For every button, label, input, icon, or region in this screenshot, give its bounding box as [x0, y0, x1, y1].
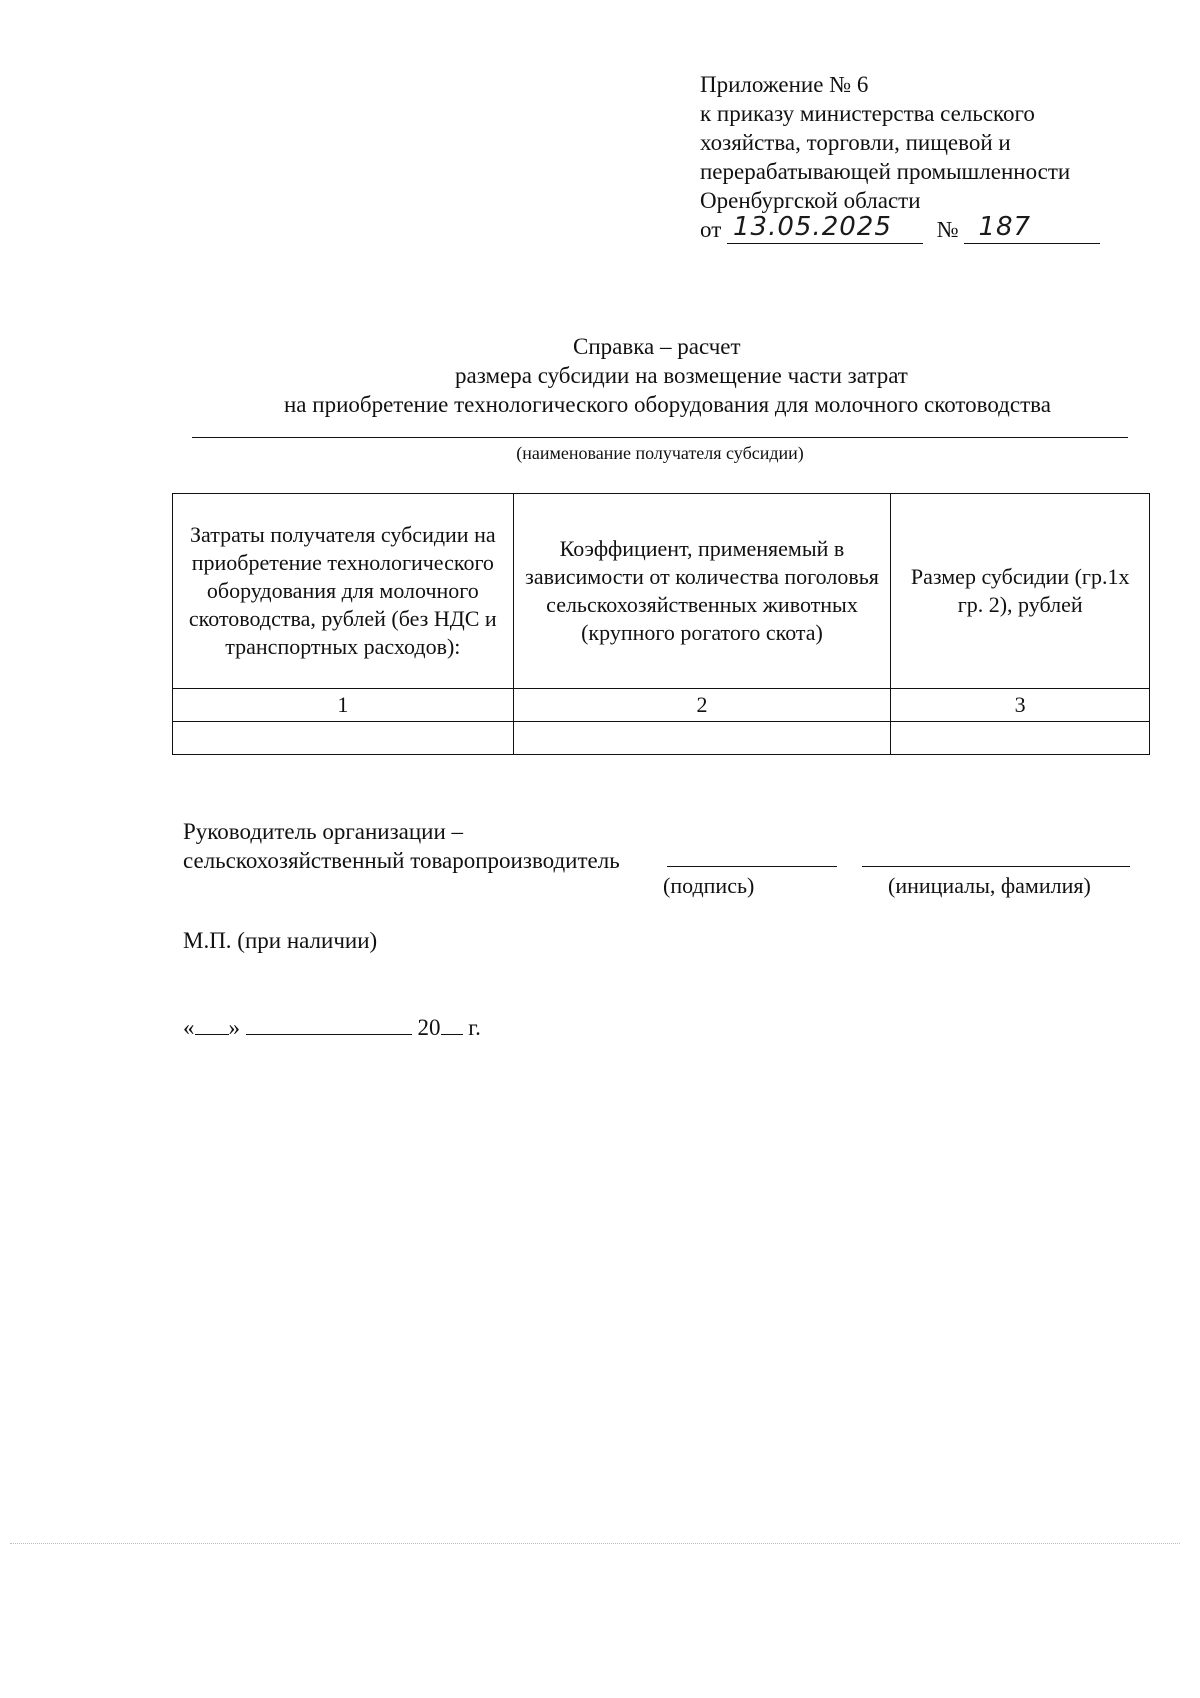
appendix-number: Приложение № 6: [700, 72, 869, 97]
title-line-1: Справка – расчет: [573, 334, 741, 359]
table-row: [173, 722, 1150, 755]
header-subsidy-amount: Размер субсидии (гр.1х гр. 2), рублей: [891, 494, 1150, 689]
year-prefix: 20: [417, 1015, 441, 1040]
order-number-field: [964, 212, 1100, 244]
signature-caption: (подпись): [663, 873, 755, 898]
title-line-2: размера субсидии на возмещение части затрат: [455, 363, 908, 388]
appendix-order-line-1: к приказу министерства сельского: [700, 101, 1035, 126]
from-label: от: [700, 217, 722, 242]
signature-line: [667, 866, 837, 867]
table-column-numbers: [173, 689, 1150, 722]
column-number: 3: [891, 689, 1150, 722]
recipient-caption: (наименование получателя субсидии): [516, 443, 804, 463]
appendix-order-line-4: Оренбургской области: [700, 188, 921, 213]
table-header-row: [173, 494, 1150, 689]
appendix-order-line-2: хозяйства, торговли, пищевой и: [700, 130, 1011, 155]
header-coefficient: Коэффициент, применяемый в зависимости от количества поголовья сельскохозяйственных животных (крупного рогатого скота): [513, 494, 891, 689]
date-close-quote: »: [228, 1015, 240, 1040]
name-caption: (инициалы, фамилия): [888, 873, 1091, 898]
head-of-organization-label: Руководитель организации –: [183, 819, 464, 844]
name-line: [862, 866, 1130, 867]
day-field: [195, 1014, 229, 1035]
table-cell: [891, 722, 1150, 755]
column-number: 2: [513, 689, 891, 722]
table-cell: [173, 722, 514, 755]
appendix-header: [700, 70, 1100, 245]
subsidy-calculation-table: [172, 493, 1150, 755]
appendix-order-line-3: перерабатывающей промышленности: [700, 159, 1071, 184]
order-date-field: [727, 212, 923, 244]
recipient-name-line: [192, 437, 1128, 438]
year-field: [441, 1014, 463, 1035]
order-date-number: [700, 212, 1100, 245]
month-field: [246, 1014, 412, 1035]
table-cell: [513, 722, 891, 755]
stamp-label: М.П. (при наличии): [183, 928, 378, 953]
scan-artefact-line: [10, 1543, 1180, 1544]
column-number: 1: [173, 689, 514, 722]
header-costs: Затраты получателя субсидии на приобретение технологического оборудования для молочного скотоводства, рублей (без НДС и транспортных расходов):: [173, 494, 514, 689]
producer-label: сельскохозяйственный товаропроизводитель: [183, 848, 620, 873]
title-line-3: на приобретение технологического оборудования для молочного скотоводства: [284, 392, 1051, 417]
date-open-quote: «: [183, 1015, 195, 1040]
number-label: №: [936, 217, 959, 242]
date-line: [183, 1013, 481, 1042]
order-number-handwritten: 187: [978, 212, 1032, 242]
order-date-handwritten: 13.05.2025: [733, 212, 892, 242]
year-suffix: г.: [468, 1015, 481, 1040]
